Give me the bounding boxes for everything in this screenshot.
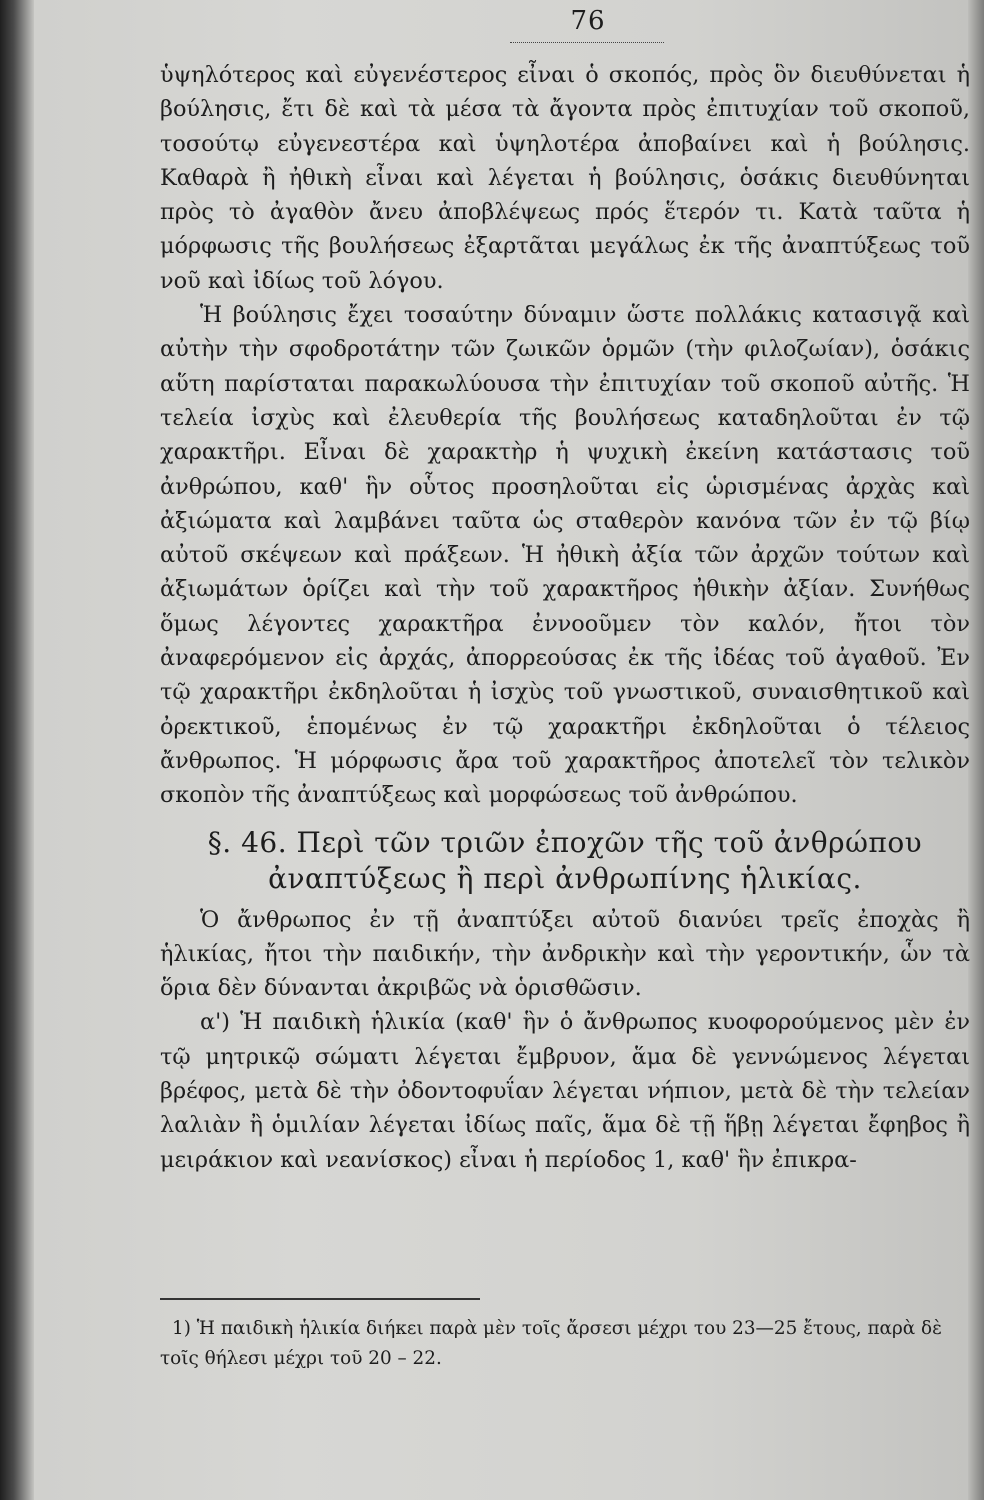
paragraph-childhood: α') Ἡ παιδικὴ ἡλικία (καθ' ἣν ὁ ἄνθρωπος κυοφορούμενος μὲν ἐν τῷ μητρικῷ σώματι λέγεται ἔμβρυον, ἅμα δὲ γεννώμενος λέγεται βρέφος, μετὰ δὲ τὴν ὀδοντοφυΐαν λέγεται νήπιον, μετὰ δὲ τὴν τελείαν λαλιὰν ἢ ὁμιλίαν λέγεται ἰδίως παῖς, ἅμα δὲ τῇ ἥβῃ λέγεται ἔφηβος ἢ μειράκιον καὶ νεανίσκος) εἶναι ἡ περίοδος 1, καθ' ἣν ἐπικρα-	[160, 1009, 970, 1173]
paragraph-will-aim: ὑψηλότερος καὶ εὐγενέστερος εἶναι ὁ σκοπός, πρὸς ὃν διευθύνεται ἡ βούλησις, ἔτι δὲ καὶ τὰ μέσα τὰ ἄγοντα πρὸς ἐπιτυχίαν τοῦ σκοποῦ, τοσούτῳ εὐγενεστέρα καὶ ὑψηλοτέρα ἀποβαίνει καὶ ἡ βούλησις. Καθαρὰ ἢ ἠθικὴ εἶναι καὶ λέγεται ἡ βούλησις, ὁσάκις διευθύνηται πρὸς τὸ ἀγαθὸν ἄνευ ἀποβλέψεως πρός ἕτερόν τι. Κατὰ ταῦτα ἡ μόρφωσις τῆς βουλήσεως ἐξαρτᾶται μεγάλως ἐκ τῆς ἀναπτύξεως τοῦ νοῦ καὶ ἰδίως τοῦ λόγου.	[160, 62, 970, 294]
page-number-rule	[510, 42, 664, 43]
body-text	[160, 58, 970, 1177]
paragraph-will-character: Ἡ βούλησις ἔχει τοσαύτην δύναμιν ὥστε πολλάκις κατασιγᾷ καὶ αὐτὴν τὴν σφοδροτάτην τῶν ζωικῶν ὁρμῶν (τὴν φιλοζωίαν), ὁσάκις αὕτη παρίσταται παρακωλύουσα τὴν ἐπιτυχίαν τοῦ σκοποῦ αὐτῆς. Ἡ τελεία ἰσχὺς καὶ ἐλευθερία τῆς βουλήσεως καταδηλοῦται ἐν τῷ χαρακτῆρι. Εἶναι δὲ χαρακτὴρ ἡ ψυχικὴ ἐκείνη κατάστασις τοῦ ἀνθρώπου, καθ' ἣν οὗτος προσηλοῦται εἰς ὡρισμένας ἀρχὰς καὶ ἀξιώματα καὶ λαμβάνει ταῦτα ὡς σταθερὸν κανόνα τῶν ἐν τῷ βίῳ αὐτοῦ σκέψεων καὶ πράξεων. Ἡ ἠθικὴ ἀξία τῶν ἀρχῶν τούτων καὶ ἀξιωμάτων ὁρίζει καὶ τὴν τοῦ χαρακτῆρος ἠθικὴν ἀξίαν. Συνήθως ὅμως λέγοντες χαρακτῆρα ἐννοοῦμεν τὸν καλόν, ἤτοι τὸν ἀναφερόμενον εἰς ἀρχάς, ἀπορρεούσας ἐκ τῆς ἰδέας τοῦ ἀγαθοῦ. Ἐν τῷ χαρακτῆρι ἐκδηλοῦται ἡ ἰσχὺς τοῦ γνωστικοῦ, συναισθητικοῦ καὶ ὀρεκτικοῦ, ἑπομένως ἐν τῷ χαρακτῆρι ἐκδηλοῦται ὁ τέλειος ἄνθρωπος. Ἡ μόρφωσις ἄρα τοῦ χαρακτῆρος ἀποτελεῖ τὸν τελικὸν σκοπὸν τῆς ἀναπτύξεως καὶ μορφώσεως τοῦ ἀνθρώπου.	[160, 302, 970, 809]
page-number: 76	[570, 6, 606, 36]
footnote	[160, 1314, 960, 1374]
section-heading-line-1: §. 46. Περὶ τῶν τριῶν ἐποχῶν τῆς τοῦ ἀνθρώπου	[207, 825, 923, 859]
footnote-text: 1) Ἡ παιδικὴ ἡλικία διήκει παρὰ μὲν τοῖς ἄρσεσι μέχρι του 23—25 ἔτους, παρὰ δὲ τοῖς θήλεσι μέχρι τοῦ 20 – 22.	[160, 1318, 942, 1369]
section-heading-line-2: ἀναπτύξεως ἢ περὶ ἀνθρωπίνης ἡλικίας.	[268, 861, 862, 895]
section-heading	[160, 825, 970, 897]
footnote-separator	[160, 1298, 480, 1300]
paragraph-three-ages: Ὁ ἄνθρωπος ἐν τῇ ἀναπτύξει αὐτοῦ διανύει τρεῖς ἐποχὰς ἢ ἡλικίας, ἤτοι τὴν παιδικήν, τὴν ἀνδρικὴν καὶ τὴν γεροντικήν, ὧν τὰ ὅρια δὲν δύνανται ἀκριβῶς νὰ ὁρισθῶσιν.	[160, 906, 970, 1002]
page-edge	[968, 0, 984, 1500]
binding-gutter	[0, 0, 34, 1500]
